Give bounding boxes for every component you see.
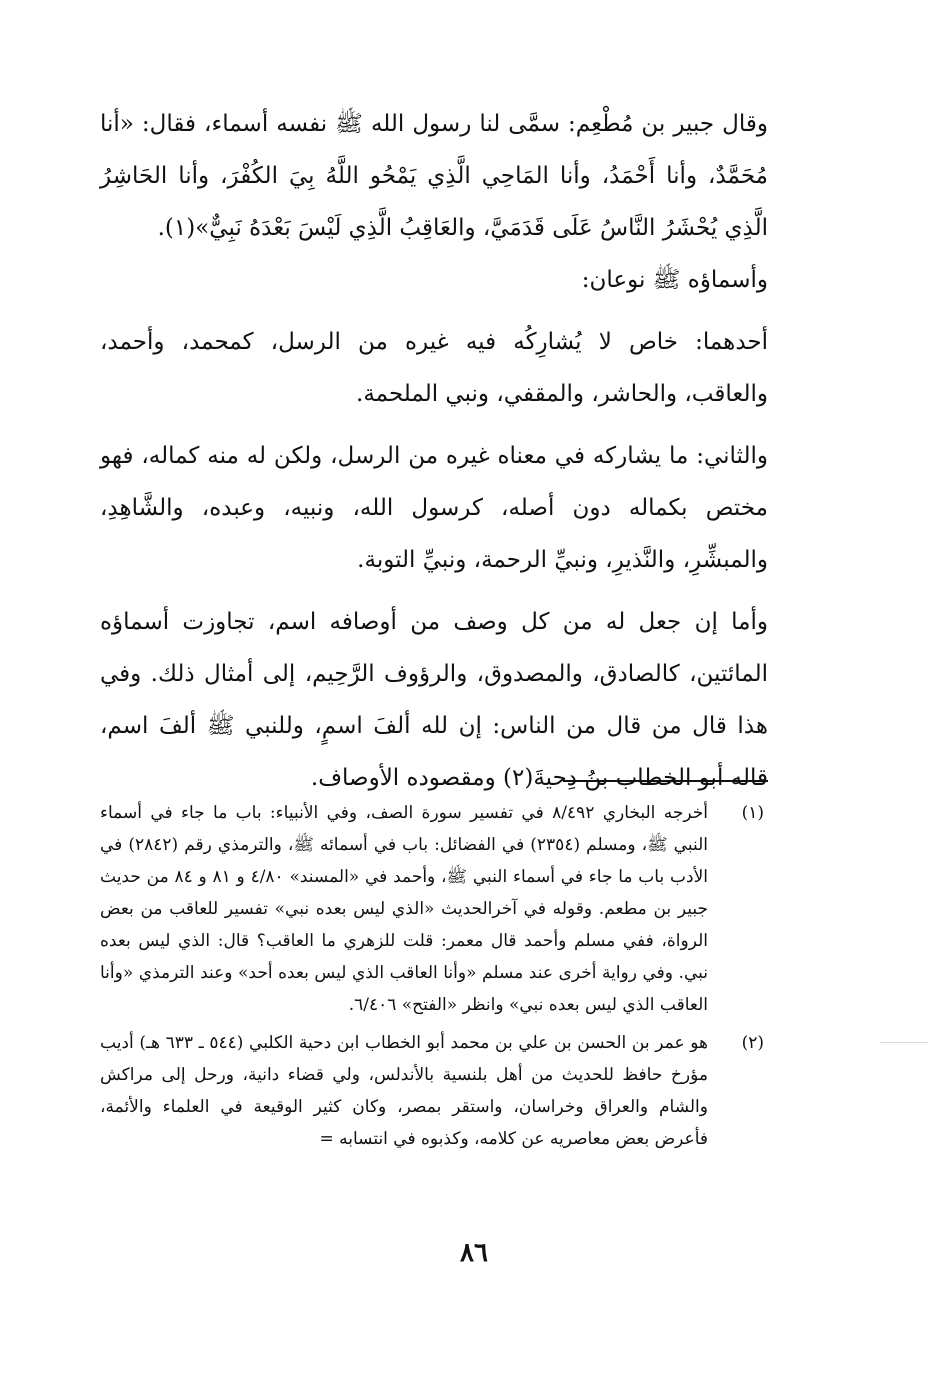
scan-margin-mark xyxy=(880,1042,928,1043)
footnote-1 xyxy=(100,797,768,1021)
footnote-number: (١) xyxy=(741,803,764,823)
paragraph-names-hadith: وقال جبير بن مُطْعِم: سمَّى لنا رسول الله ﷺ نفسه أسماء، فقال: «أنا مُحَمَّدٌ، وأنا أَحْمَدُ، وأنا المَاحِي الَّذِي يَمْحُو اللَّهُ بِيَ الكُفْرَ، وأنا الحَاشِرُ الَّذِي يُحْشَرُ النَّاسُ عَلَى قَدَمَيَّ، والعَاقِبُ الَّذِي لَيْسَ بَعْدَهُ نَبِيٌّ»(١). xyxy=(100,111,768,241)
footnotes-section xyxy=(100,797,768,1161)
paragraph-two-types: وأسماؤه ﷺ نوعان: xyxy=(581,267,768,293)
footnote-text: أخرجه البخاري ٨/٤٩٢ في تفسير سورة الصف، وفي الأنبياء: باب ما جاء في أسماء النبي ﷺ، ومسلم (٢٣٥٤) في الفضائل: باب في أسمائه ﷺ، والترمذي رقم (٢٨٤٢) في الأدب باب ما جاء في أسماء النبي ﷺ، وأحمد في «المسند» ٤/٨٠ و ٨١ و ٨٤ من حديث جبير بن مطعم. وقوله في آخرالحديث «الذي ليس بعده نبي» تفسير للعاقب من بعض الرواة، ففي مسلم وأحمد قال معمر: قلت للزهري ما العاقب؟ قال: الذي ليس بعده نبي. وفي رواية أخرى عند مسلم «وأنا العاقب الذي ليس بعده أحد» وعند الترمذي «وأنا العاقب الذي ليس بعده نبي» وانظر «الفتح» ٦/٤٠٦. xyxy=(100,803,709,1015)
footnote-separator xyxy=(563,780,768,782)
main-text xyxy=(100,98,768,804)
page-number: ٨٦ xyxy=(460,1238,488,1268)
footnote-2 xyxy=(100,1027,768,1155)
paragraph-second-type: والثاني: ما يشاركه في معناه غيره من الرسل، ولكن له منه كماله، فهو مختص بكماله دون أصله، كرسول الله، ونبيه، وعبده، والشَّاهِدِ، والمبشِّرِ، والنَّذيرِ، ونبيِّ الرحمة، ونبيِّ التوبة. xyxy=(100,443,768,573)
paragraph-first-type: أحدهما: خاص لا يُشارِكُه فيه غيره من الرسل، كمحمد، وأحمد، والعاقب، والحاشر، والمقفي، ونبي الملحمة. xyxy=(100,329,768,407)
paragraph-descriptions: وأما إن جعل له من كل وصف من أوصافه اسم، تجاوزت أسماؤه المائتين، كالصادق، والمصدوق، والرؤوف الرَّحِيم، إلى أمثال ذلك. وفي هذا قال من قال من الناس: إن لله ألفَ اسمٍ، وللنبي ﷺ ألفَ اسم، قاله أبو الخطاب بنُ دِحيةَ(٢) ومقصوده الأوصاف. xyxy=(100,609,768,791)
footnote-number: (٢) xyxy=(741,1033,764,1053)
footnote-text: هو عمر بن الحسن بن علي بن محمد أبو الخطاب ابن دحية الكلبي (٥٤٤ ـ ٦٣٣ هـ) أديب مؤرخ حافظ للحديث من أهل بلنسية بالأندلس، ولي قضاء دانية، ورحل إلى مراكش والشام والعراق وخراسان، واستقر بمصر، وكان كثير الوقيعة في العلماء والأئمة، فأعرض بعض معاصريه عن كلامه، وكذبوه في انتسابه = xyxy=(100,1033,709,1149)
